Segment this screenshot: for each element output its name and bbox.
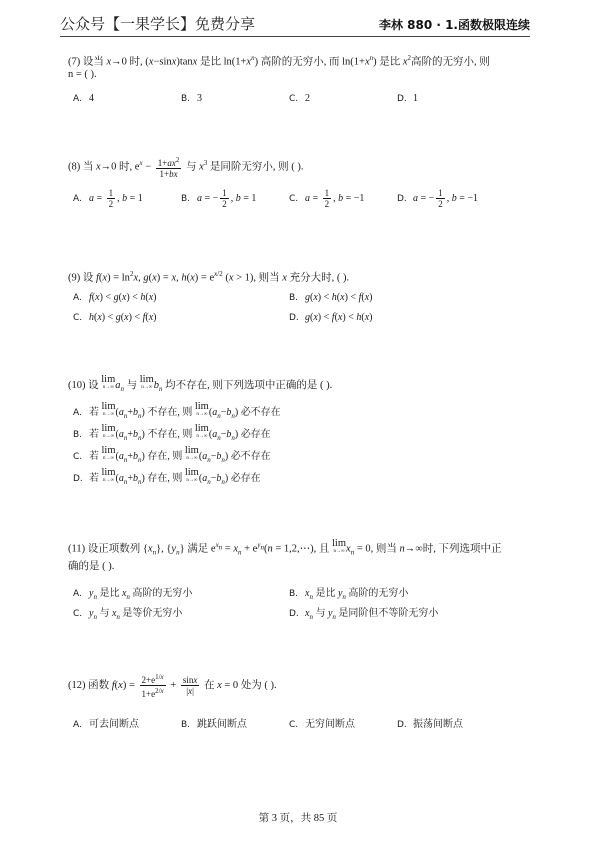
q10-option-c: C. 若 lim n→∞ $(a_n+b_n)$ 存在, 则 lim n→∞ $(a_n-b_n)$ 必不存在: [73, 445, 271, 464]
question-11-stem: (11) 设正项数列 $\{x_n\}$, $\{y_n\}$ 满足 $e^{x_n} = x_n + e^{y_n}(n$ = 1,2,⋯), 且 lim n→∞ $x_n = 0$, 则当 n→∞时, 下列选项中正: [68, 537, 502, 557]
q8-option-d: D. a = − $\frac{1}{2}$ , b = −1: [397, 188, 479, 209]
q10-option-d: D. 若 lim n→∞ $(a_n+b_n)$ 存在, 则 lim n→∞ $(a_n-b_n)$ 必存在: [73, 467, 261, 486]
q12-option-c: C. 无穷间断点: [289, 719, 355, 730]
q8-option-a: A. a = $\frac{1}{2}$ , b = 1: [73, 188, 143, 209]
q9-option-a: A. f(x) < g(x) < h(x): [73, 292, 157, 303]
question-7-stem-line2: n = ( ).: [68, 69, 97, 80]
q7-option-c: C. 2: [289, 93, 310, 104]
q11-option-a: A. $y_n$ 是比 $x_n$ 高阶的无穷小: [73, 588, 193, 601]
question-8-stem: (8) 当 x→0 时, $e^x$ − $\frac{1+ax^2}{1+bx}$ 与 $x^3$ 是同阶无穷小, 则 ( ).: [68, 156, 304, 179]
q7-option-b: B. 3: [181, 93, 202, 104]
header-rule: [60, 36, 530, 37]
q12-option-d: D. 振荡间断点: [397, 719, 463, 730]
header-chapter: 李林 880 · 1.函数极限连续: [378, 18, 530, 32]
q11-option-c: C. $y_n$ 与 $x_n$ 是等价无穷小: [73, 608, 183, 621]
q9-option-c: C. h(x) < g(x) < f(x): [73, 312, 157, 323]
q11-option-b: B. $x_n$ 是比 $y_n$ 高阶的无穷小: [289, 588, 409, 601]
q10-option-a: A. 若 lim n→∞ $(a_n+b_n)$ 不存在, 则 lim n→∞ $(a_n-b_n)$ 必不存在: [73, 401, 281, 420]
question-11-stem-line2: 确的是 ( ).: [68, 561, 115, 572]
question-12-stem: (12) 函数 f(x) = $\frac{2+e^{1/x}}{1+e^{2/x}}$ + $\frac{\sin x}{|x|}$ 在 x = 0 处为 ( ).: [68, 673, 277, 699]
page-number: 第 3 页，共 85 页: [258, 813, 338, 824]
q12-option-b: B. 跳跃间断点: [181, 719, 247, 730]
q7-option-a: A. 4: [73, 93, 94, 104]
header-source: 公众号【一果学长】免费分享: [60, 15, 256, 33]
q10-option-b: B. 若 lim n→∞ $(a_n+b_n)$ 不存在, 则 lim n→∞ $(a_n-b_n)$ 必存在: [73, 423, 271, 442]
question-10-stem: (10) 设 lim n→∞ $a_n$ 与 lim n→∞ $b_n$ 均不存在, 则下列选项中正确的是 ( ).: [68, 374, 333, 394]
q12-option-a: A. 可去间断点: [73, 719, 139, 730]
q9-option-b: B. g(x) < h(x) < f(x): [289, 292, 373, 303]
question-7-stem: (7) 设当 x→0 时, (x−sinx)tanx 是比 $\ln(1+x^n)$ 高阶的无穷小, 而 $\ln(1+x^n)$ 是比 $x^2$高阶的无穷小, 则: [68, 54, 490, 68]
q8-option-b: B. a = − $\frac{1}{2}$ , b = 1: [181, 188, 257, 209]
q11-option-d: D. $x_n$ 与 $y_n$ 是同阶但不等阶无穷小: [289, 608, 439, 621]
q7-option-d: D. 1: [397, 93, 418, 104]
q9-option-d: D. g(x) < f(x) < h(x): [289, 312, 373, 323]
q8-option-c: C. a = $\frac{1}{2}$ , b = −1: [289, 188, 365, 209]
question-9-stem: (9) 设 $f(x) = \ln^2x$, g(x) = x, $h(x) = e^{x/2}$ (x > 1), 则当 x 充分大时, ( ).: [68, 270, 350, 284]
